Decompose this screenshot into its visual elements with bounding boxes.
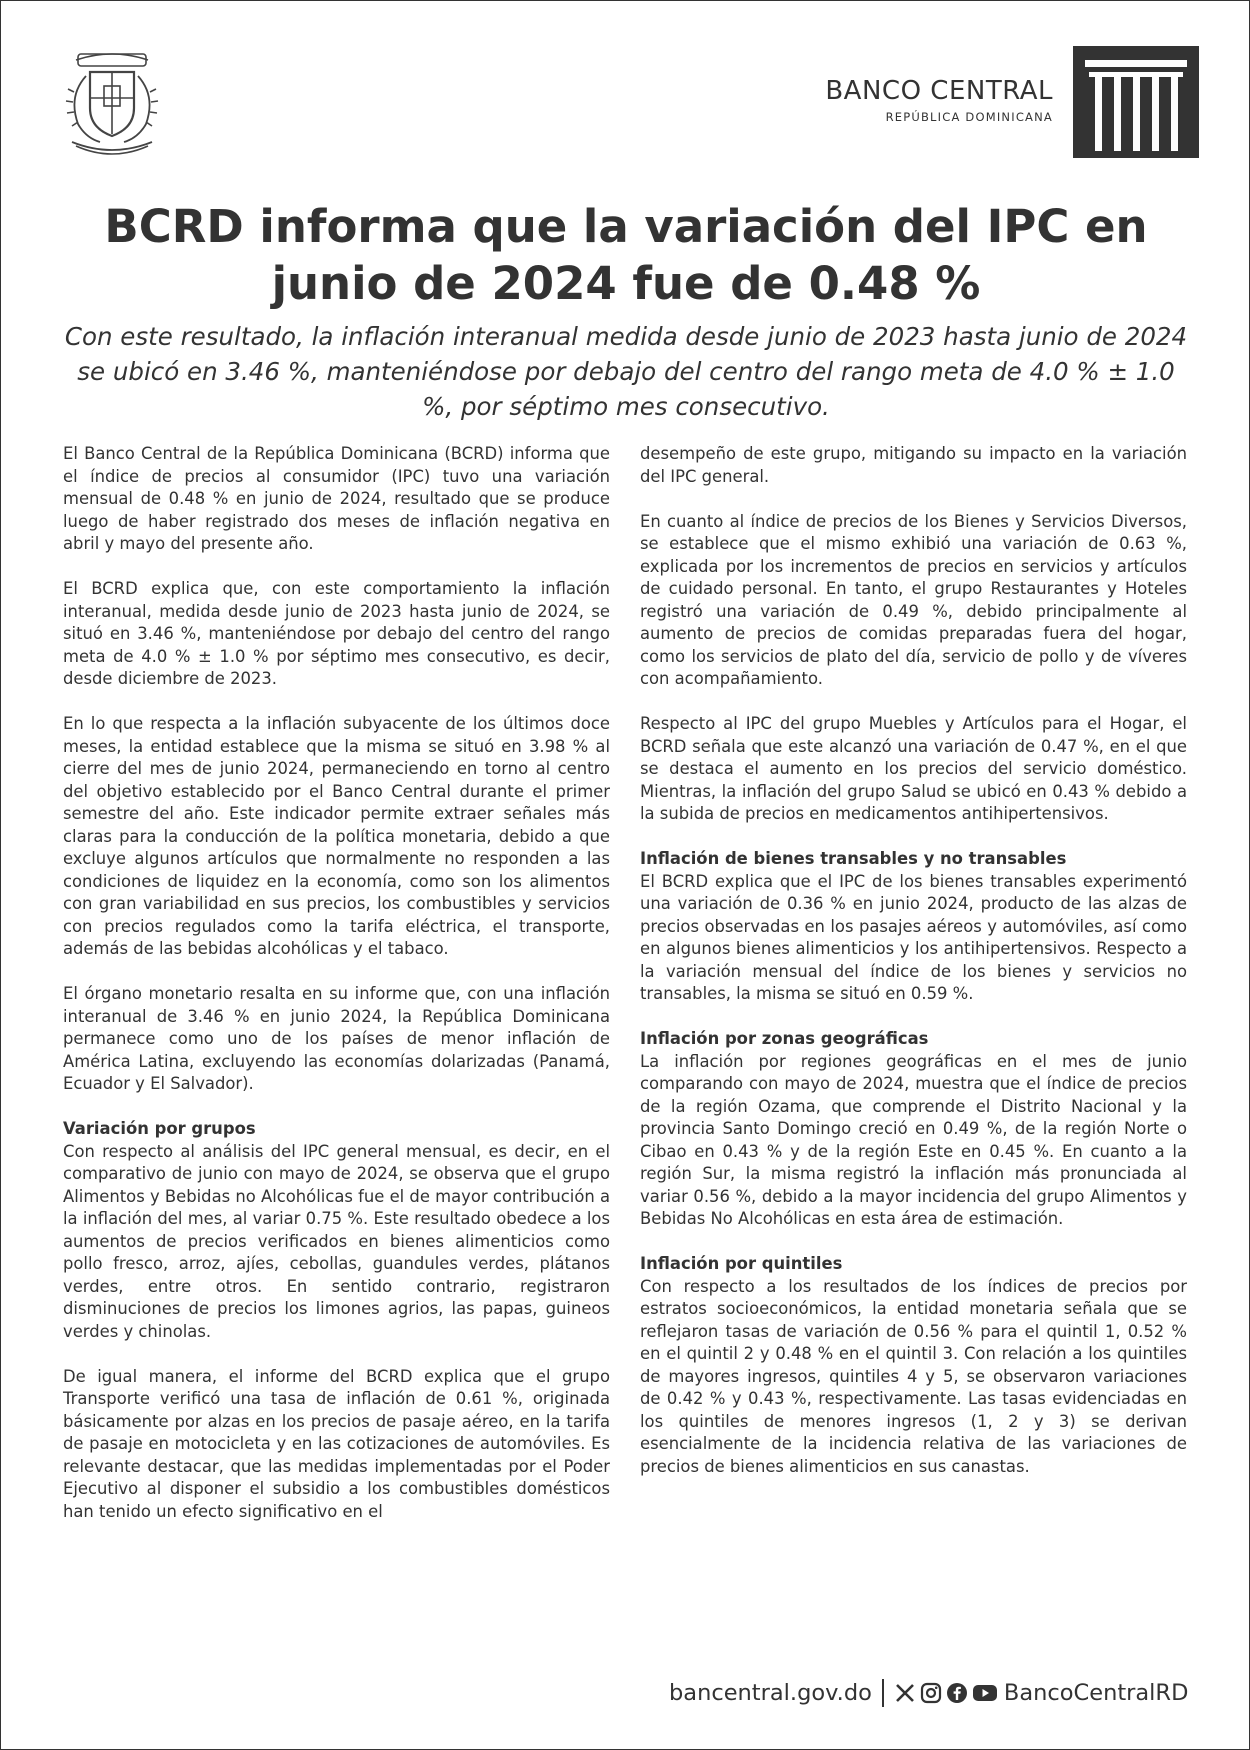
brand-name: BANCO CENTRAL bbox=[825, 76, 1053, 106]
paragraph: El BCRD explica que, con este comportamiento la inflación interanual, medida desde junio de 2023 hasta junio de 2024, se situó en 3.46 %, manteniéndose por debajo del centro del rango meta de 4.0 % ± 1.0 % por séptimo mes consecutivo, es decir, desde diciembre de 2023. bbox=[63, 579, 610, 688]
facebook-icon[interactable] bbox=[946, 1682, 968, 1704]
paragraph: En lo que respecta a la inflación subyacente de los últimos doce meses, la entidad establece que la misma se situó en 3.98 % al cierre del mes de junio 2024, permaneciendo en torno al centro del objetivo establecido por el Banco Central durante el primer semestre del año. Este indicador permite extraer señales más claras para la conducción de la política monetaria, debido a que excluye algunos artículos que normalmente no responden a las condiciones de liquidez en la economía, como son los alimentos con gran variabilidad en sus precios, los combustibles y servicios con precios regulados como la tarifa eléctrica, el transporte, además de las bebidas alcohólicas y el tabaco. bbox=[63, 714, 610, 958]
subheadline: Con este resultado, la inflación interanual medida desde junio de 2023 hasta junio de 2024 se ubicó en 3.46 %, manteniéndose por debajo del centro del rango meta de 4.0 % ± 1.0 %, por séptimo mes consecutivo. bbox=[64, 322, 1188, 421]
section-heading-transables: Inflación de bienes transables y no transables bbox=[640, 849, 1067, 868]
paragraph: Respecto al IPC del grupo Muebles y Artículos para el Hogar, el BCRD señala que este alcanzó una variación de 0.47 %, en el que se destaca el aumento en los precios del servicio doméstico. Mientras, la inflación del grupo Salud se ubicó en 0.43 % debido a la subida de precios en medicamentos antihipertensivos. bbox=[640, 714, 1187, 823]
brand-subtitle: REPÚBLICA DOMINICANA bbox=[885, 110, 1053, 124]
brand-block bbox=[825, 46, 1199, 158]
paragraph: desempeño de este grupo, mitigando su impacto en la variación del IPC general. bbox=[640, 444, 1187, 486]
headline-line-1: BCRD informa que la variación del IPC en bbox=[104, 200, 1148, 253]
right-column bbox=[640, 443, 1187, 1501]
footer-divider bbox=[882, 1679, 884, 1707]
youtube-icon[interactable] bbox=[972, 1682, 998, 1704]
paragraph: El Banco Central de la República Dominicana (BCRD) informa que el índice de precios al consumidor (IPC) tuvo una variación mensual de 0.48 % en junio de 2024, resultado que se produce luego de haber registrado dos meses de inflación negativa en abril y mayo del presente año. bbox=[63, 444, 610, 553]
footer bbox=[669, 1679, 1189, 1707]
brand-text bbox=[825, 76, 1053, 124]
paragraph: De igual manera, el informe del BCRD explica que el grupo Transporte verificó una tasa de inflación de 0.61 %, originada básicamente por alzas en los precios de pasaje aéreo, en la tarifa de pasaje en motocicleta y en las cotizaciones de automóviles. Es relevante destacar, que las medidas implementadas por el Poder Ejecutivo al disponer el subsidio a los combustibles domésticos han tenido un efecto significativo en el bbox=[63, 1366, 610, 1521]
section-heading-quintiles: Inflación por quintiles bbox=[640, 1254, 843, 1273]
coat-of-arms-icon bbox=[56, 46, 168, 158]
section-heading-variacion-por-grupos: Variación por grupos bbox=[63, 1119, 256, 1138]
section-heading-zonas-geograficas: Inflación por zonas geográficas bbox=[640, 1029, 929, 1048]
paragraph: Con respecto al análisis del IPC general mensual, es decir, en el comparativo de junio con mayo de 2024, se observa que el grupo Alimentos y Bebidas no Alcohólicas fue el de mayor contribución a la inflación del mes, al variar 0.75 %. Este resultado obedece a los aumentos de precios verificados en bienes alimenticios como pollo fresco, arroz, ajíes, cebollas, guandules verdes, plátanos verdes, entre otros. En sentido contrario, registraron disminuciones de precios los limones agrios, las papas, guineos verdes y chinolas. bbox=[63, 1141, 610, 1341]
headline-line-2: junio de 2024 fue de 0.48 % bbox=[271, 257, 981, 310]
left-column bbox=[63, 443, 610, 1546]
paragraph: Con respecto a los resultados de los índices de precios por estratos socioeconómicos, la entidad monetaria señala que se reflejaron tasas de variación de 0.56 % para el quintil 1, 0.52 % en el quintil 2 y 0.48 % en el quintil 3. Con relación a los quintiles de mayores ingresos, quintiles 4 y 5, se observaron variaciones de 0.42 % y 0.43 %, respectivamente. Las tasas evidenciadas en los quintiles de menores ingresos (1, 2 y 3) se derivan esencialmente de la incidencia relativa de las variaciones de precios de bienes alimenticios en sus canastas. bbox=[640, 1276, 1187, 1476]
instagram-icon[interactable] bbox=[920, 1682, 942, 1704]
website-link[interactable]: bancentral.gov.do bbox=[669, 1680, 872, 1706]
x-icon[interactable] bbox=[894, 1682, 916, 1704]
paragraph: El órgano monetario resalta en su informe que, con una inflación interanual de 3.46 % en junio 2024, la República Dominicana permanece como uno de los países de menor inflación de América Latina, excluyendo las economías dolarizadas (Panamá, Ecuador y El Salvador). bbox=[63, 984, 610, 1093]
paragraph: La inflación por regiones geográficas en el mes de junio comparando con mayo de 2024, muestra que el índice de precios de la región Ozama, que comprende el Distrito Nacional y la provincia Santo Domingo creció en 0.49 %, de la región Norte o Cibao en 0.43 % y de la región Este en 0.45 %. En cuanto a la región Sur, la misma registró la inflación más pronunciada al variar 0.56 %, debido a la mayor incidencia del grupo Alimentos y Bebidas No Alcohólicas en esta área de estimación. bbox=[640, 1051, 1187, 1228]
paragraph: El BCRD explica que el IPC de los bienes transables experimentó una variación de 0.36 % en junio 2024, producto de las alzas de precios observadas en los pasajes aéreos y automóviles, así como en algunos bienes alimenticios y los antihipertensivos. Respecto a la variación mensual del índice de los bienes y servicios no transables, la misma se situó en 0.59 %. bbox=[640, 871, 1187, 1003]
paragraph: En cuanto al índice de precios de los Bienes y Servicios Diversos, se establece que el mismo exhibió una variación de 0.63 %, explicada por los incrementos de precios en servicios y artículos de cuidado personal. En tanto, el grupo Restaurantes y Hoteles registró una variación de 0.49 %, debido principalmente al aumento de precios de comidas preparadas fuera del hogar, como los servicios de plato del día, servicio de pollo y de víveres con acompañamiento. bbox=[640, 511, 1187, 688]
banco-central-logo-icon bbox=[1073, 46, 1199, 158]
headline bbox=[51, 198, 1201, 312]
social-handle[interactable]: BancoCentralRD bbox=[1003, 1680, 1189, 1706]
